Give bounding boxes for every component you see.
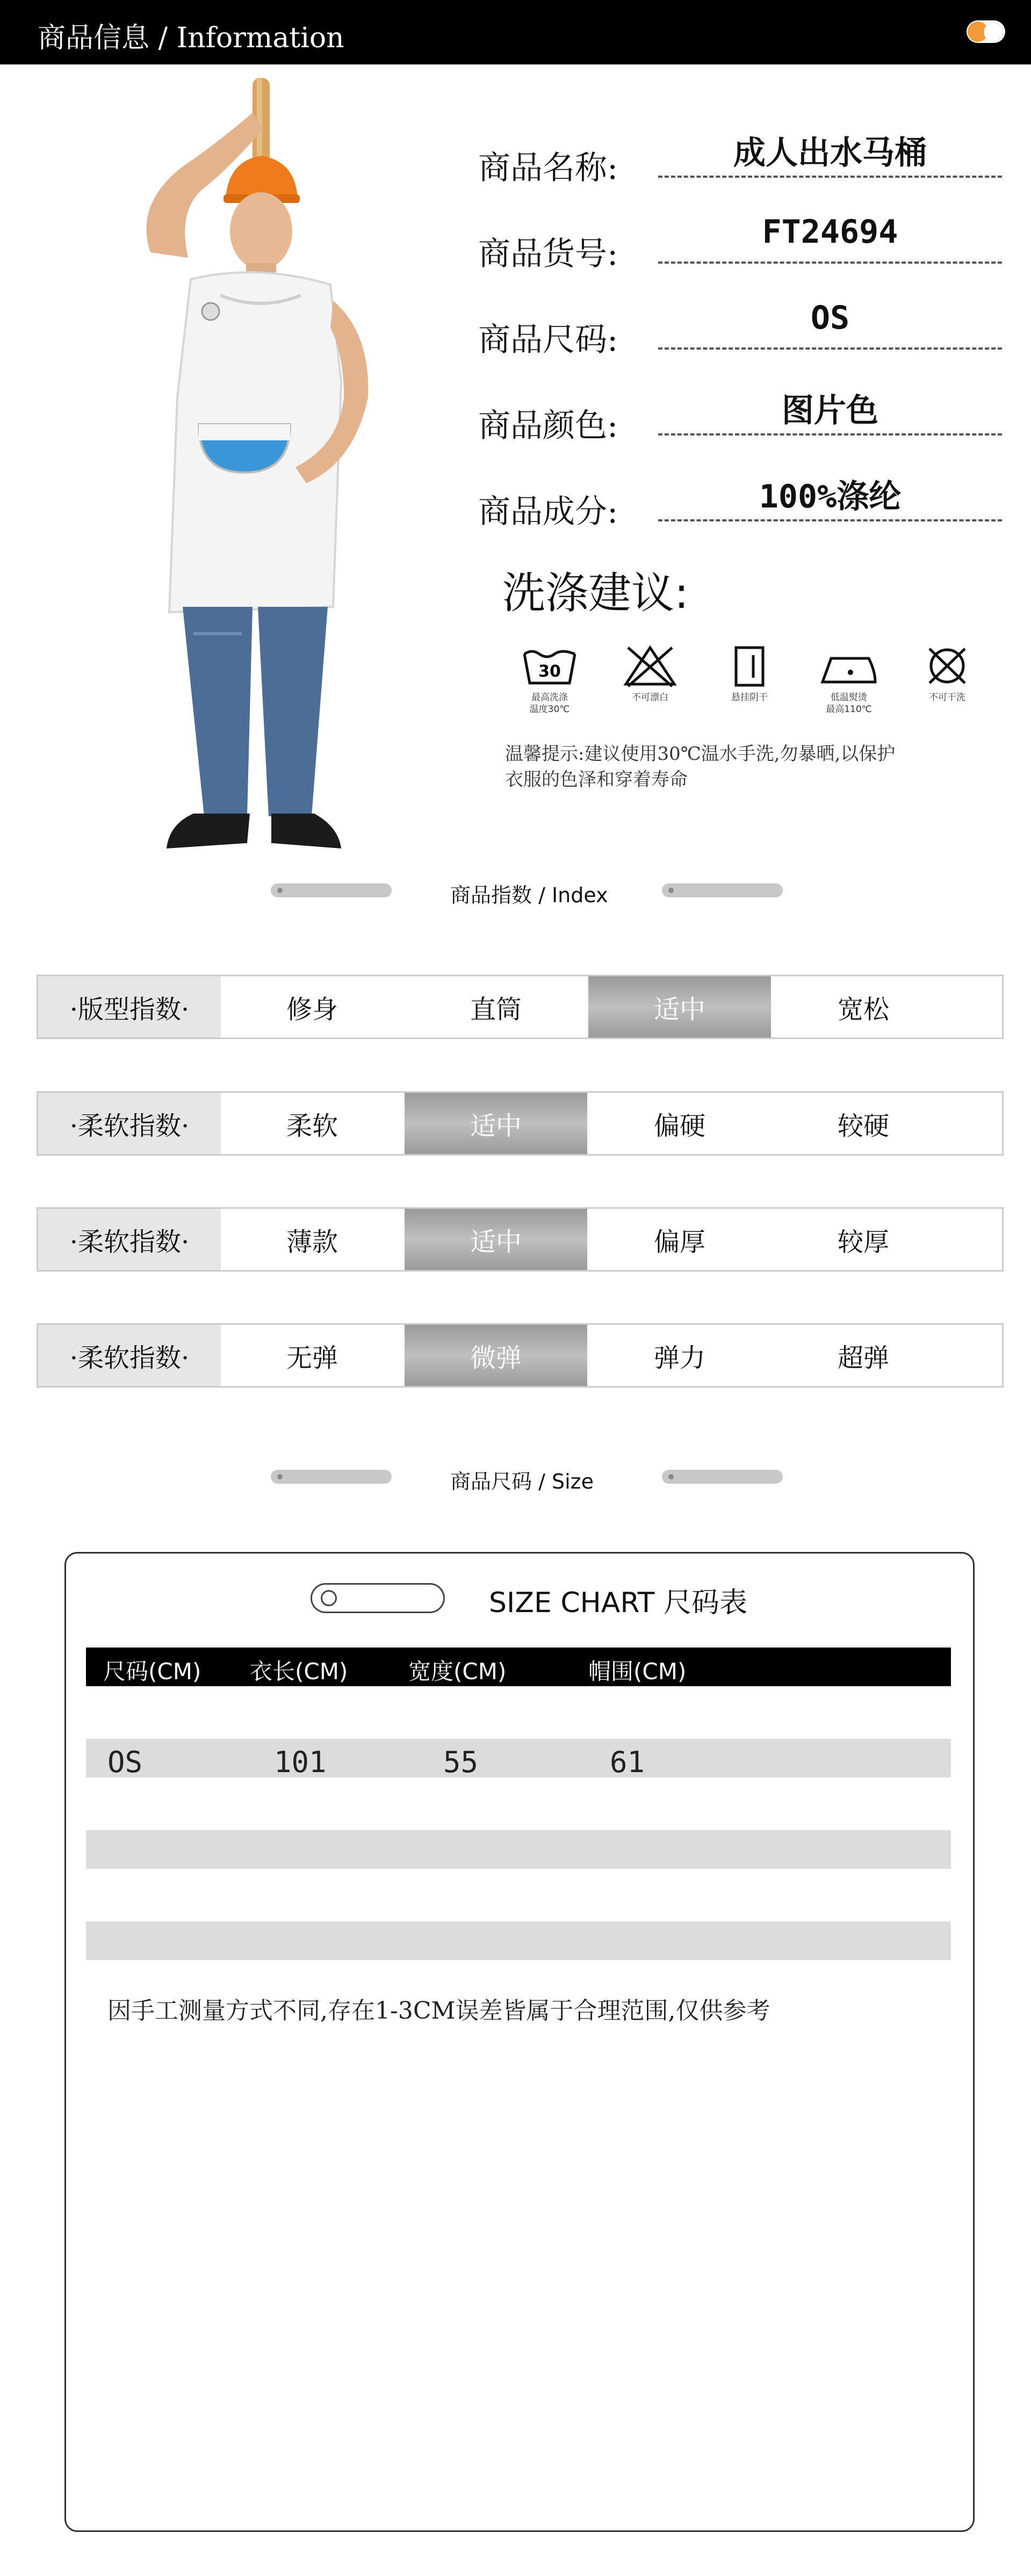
no-tumble-dry-icon (907, 644, 987, 687)
index-row-label: ·柔软指数· (38, 1209, 221, 1270)
wash-30-icon (509, 644, 590, 687)
low-iron-icon (809, 644, 889, 687)
care-tip (505, 741, 989, 793)
index-option: 无弹 (286, 1343, 338, 1373)
size-chart-row (86, 1739, 951, 1777)
care-caption-line: 悬挂阴干 (731, 692, 768, 703)
size-chart-row (86, 1830, 951, 1869)
care-caption (809, 692, 889, 715)
care-item (809, 644, 889, 715)
size-chart-title: SIZE CHART 尺码表 (489, 1587, 747, 1619)
care-item (610, 644, 690, 703)
index-row-label: ·柔软指数· (38, 1093, 221, 1154)
care-caption (509, 692, 590, 715)
info-underline (658, 176, 1002, 178)
care-tip-line: 衣服的色泽和穿着寿命 (505, 769, 688, 790)
care-caption-line: 最高洗涤 (531, 692, 568, 703)
care-caption-line: 最高110℃ (826, 704, 872, 715)
care-item (709, 644, 790, 703)
size-chart-header-cell: 衣长(CM) (250, 1658, 348, 1685)
index-option: 直筒 (470, 994, 522, 1025)
care-caption-line: 温度30℃ (529, 704, 570, 715)
index-row-label: ·柔软指数· (38, 1325, 221, 1386)
care-caption (610, 692, 690, 703)
care-caption-line: 低温熨烫 (831, 692, 867, 703)
index-option: 较硬 (837, 1111, 889, 1141)
index-option: 柔软 (286, 1111, 338, 1141)
size-chart-box (64, 1552, 975, 2532)
index-option-selected: 适中 (405, 1209, 587, 1270)
svg-text:30: 30 (538, 662, 561, 681)
size-chart-header-cell: 尺码(CM) (103, 1658, 201, 1685)
size-chart-pill-icon (311, 1583, 445, 1613)
index-row-label: ·版型指数· (38, 976, 221, 1037)
size-chart-cell: 55 (443, 1745, 479, 1779)
index-option: 偏厚 (653, 1227, 705, 1257)
care-caption-line: 不可干洗 (929, 692, 965, 703)
info-underline (658, 433, 1002, 436)
divider-pill-right (662, 883, 783, 897)
care-item (907, 644, 987, 703)
hang-dry-icon (709, 644, 790, 687)
index-option: 薄款 (286, 1227, 338, 1257)
divider-pill-left (271, 1470, 392, 1484)
index-section-title: 商品指数 / Index (450, 883, 608, 907)
index-option: 宽松 (837, 994, 889, 1025)
info-label: 商品货号: (478, 235, 618, 273)
index-row (37, 975, 1004, 1039)
page-title: 商品信息 / Information (38, 22, 344, 54)
index-option: 弹力 (653, 1343, 705, 1373)
index-option: 偏硬 (653, 1111, 705, 1141)
care-tip-line: 温馨提示:建议使用30℃温水手洗,勿暴晒,以保护 (505, 743, 896, 765)
index-row (37, 1207, 1004, 1272)
size-chart-cell: OS (107, 1745, 143, 1779)
info-value: FT24694 (762, 213, 898, 251)
index-row (37, 1091, 1004, 1156)
info-label: 商品尺码: (478, 321, 618, 359)
info-underline (658, 262, 1002, 264)
index-option-selected: 适中 (588, 976, 771, 1037)
info-label: 商品成分: (478, 493, 618, 531)
toggle-icon[interactable] (967, 20, 1005, 43)
care-title: 洗涤建议: (502, 568, 689, 618)
care-item (509, 644, 590, 715)
info-label: 商品名称: (478, 149, 618, 187)
size-chart-cell: 61 (610, 1745, 645, 1779)
index-row (37, 1323, 1004, 1388)
size-chart-header-cell: 帽围(CM) (588, 1658, 687, 1685)
index-option: 超弹 (837, 1343, 889, 1373)
size-section-title: 商品尺码 / Size (450, 1470, 594, 1493)
care-caption (907, 692, 987, 703)
index-option-selected: 微弹 (405, 1325, 587, 1386)
index-option: 修身 (286, 994, 338, 1025)
info-value: 成人出水马桶 (733, 134, 927, 172)
info-value: 100%涤纶 (759, 478, 902, 516)
product-image (118, 75, 419, 881)
info-label: 商品颜色: (478, 407, 618, 445)
size-chart-cell: 101 (274, 1745, 327, 1779)
info-value: 图片色 (782, 392, 878, 430)
size-chart-header (86, 1648, 951, 1686)
info-underline (658, 519, 1002, 521)
size-chart-note: 因手工测量方式不同,存在1-3CM误差皆属于合理范围,仅供参考 (107, 1997, 770, 2024)
size-chart-header-cell: 宽度(CM) (408, 1658, 507, 1685)
info-value: OS (810, 299, 850, 337)
divider-pill-left (271, 883, 392, 897)
care-caption (709, 692, 790, 703)
index-option-selected: 适中 (405, 1093, 587, 1154)
info-underline (658, 347, 1002, 350)
index-option: 较厚 (837, 1227, 889, 1257)
size-chart-row (86, 1921, 951, 1960)
care-caption-line: 不可漂白 (632, 692, 668, 703)
divider-pill-right (662, 1470, 783, 1484)
no-bleach-icon (610, 644, 690, 687)
